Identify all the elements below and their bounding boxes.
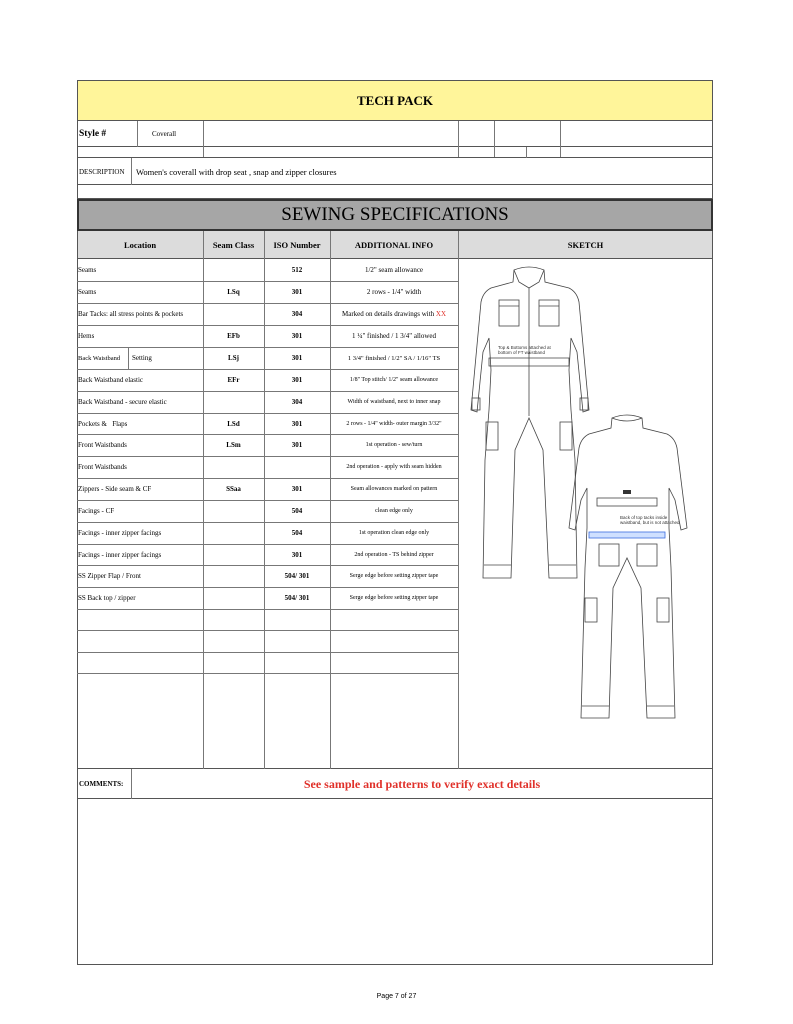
table-row-seam-class: LSm bbox=[226, 441, 241, 449]
table-row-seam-class: LSd bbox=[227, 419, 240, 428]
table-row-location: Front Waistbands bbox=[78, 441, 127, 449]
table-row-iso: 512 bbox=[291, 266, 303, 274]
table-row-info: 2 rows - 1/4" width- outer margin 3/32" bbox=[346, 420, 442, 427]
section-header bbox=[77, 199, 713, 231]
table-row-iso: 504 bbox=[291, 507, 303, 515]
table-row-location: Seams bbox=[78, 288, 97, 296]
table-row-location: Hems bbox=[78, 332, 95, 340]
col-sketch: SKETCH bbox=[567, 240, 604, 250]
col-location: Location bbox=[123, 240, 157, 250]
table-row-iso: 301 bbox=[291, 288, 303, 296]
table-row-location: SS Zipper Flap / Front bbox=[78, 572, 142, 580]
table-row-seam-class: EFr bbox=[227, 376, 240, 384]
table-row-seam-class bbox=[203, 544, 264, 565]
table-row-iso: 504/ 301 bbox=[284, 594, 310, 602]
back-sketch-note bbox=[620, 515, 680, 525]
table-row-location: Facings - inner zipper facings bbox=[78, 529, 162, 537]
table-row-info: 2nd operation - TS behind zipper bbox=[354, 551, 434, 558]
description-value: Women's coverall with drop seat , snap and zipper closures bbox=[136, 166, 337, 177]
table-row-iso: 301 bbox=[291, 550, 303, 559]
table-row-info: 1/2" seam allowance bbox=[364, 266, 424, 274]
table-row-iso: 301 bbox=[291, 332, 303, 340]
table-row-location-2: Setting bbox=[132, 354, 152, 362]
table-row-seam-class: SSaa bbox=[226, 485, 241, 493]
section-title: SEWING SPECIFICATIONS bbox=[281, 204, 509, 225]
table-row-info: 1/8" Top stitch/ 1/2" seam allowance bbox=[349, 377, 439, 383]
spacer-row bbox=[77, 185, 713, 199]
style-label: Style # bbox=[79, 129, 107, 139]
table-row-location: Bar Tacks: all stress points & pockets bbox=[78, 310, 184, 318]
table-row-iso: 304 bbox=[291, 310, 303, 318]
table-row-seam-class bbox=[203, 587, 264, 609]
front-sketch-note-text: Top & Bottoms attached at bottom of FT waistband bbox=[498, 345, 551, 355]
table-row-info: 2 rows - 1/4" width bbox=[366, 288, 422, 296]
table-row-location: Seams bbox=[78, 266, 97, 274]
table-row-iso: 301 bbox=[291, 485, 303, 493]
table-row-location: Facings - inner zipper facings bbox=[78, 550, 162, 559]
comments-label: COMMENTS: bbox=[79, 780, 124, 788]
bartack-mark: XX bbox=[435, 310, 447, 318]
table-row-seam-class: LSj bbox=[228, 354, 239, 362]
table-row-seam-class bbox=[203, 391, 264, 413]
back-view-sketch bbox=[569, 415, 687, 718]
table-row-location: Front Waistbands bbox=[78, 463, 127, 471]
style-value: Coverall bbox=[152, 130, 177, 138]
table-row-iso: 301 bbox=[291, 419, 303, 428]
col-iso-number: ISO Number bbox=[273, 240, 321, 250]
table-row-info: 2nd operation - apply with seam hidden bbox=[346, 464, 442, 470]
front-view-sketch bbox=[471, 267, 589, 578]
tech-pack-header bbox=[77, 80, 713, 121]
table-row-info bbox=[330, 303, 458, 325]
coverall-sketch bbox=[459, 260, 712, 768]
table-row-seam-class: LSq bbox=[227, 288, 240, 296]
table-row-iso: 504 bbox=[291, 529, 303, 537]
table-row-seam-class bbox=[203, 522, 264, 544]
table-row-info: Width of waistband, next to inner snap bbox=[347, 399, 441, 405]
table-row-seam-class bbox=[203, 456, 264, 478]
table-row-info: Seam allowances marked on pattern bbox=[350, 486, 438, 492]
table-row-iso: 301 bbox=[291, 441, 303, 449]
table-row-location: Back Waistband elastic bbox=[78, 376, 144, 384]
table-row-info: 1st operation clean edge only bbox=[358, 530, 430, 536]
table-row-iso: 301 bbox=[291, 354, 303, 362]
comments-area bbox=[77, 799, 713, 965]
table-row-location: Facings - CF bbox=[78, 507, 115, 515]
table-row-location: SS Back top / zipper bbox=[78, 594, 136, 602]
table-row-location: Back Waistband bbox=[78, 354, 121, 362]
tech-pack-title: TECH PACK bbox=[357, 92, 433, 108]
table-row-info: 1 3/4" finished / 1/2" SA / 1/16" TS bbox=[347, 354, 441, 362]
table-row-seam-class bbox=[203, 259, 264, 281]
table-row-seam-class bbox=[203, 303, 264, 325]
front-sketch-note bbox=[498, 345, 558, 355]
info-text: Marked on details drawings with bbox=[341, 310, 435, 318]
col-additional-info: ADDITIONAL INFO bbox=[354, 240, 434, 250]
comments-note: See sample and patterns to verify exact details bbox=[303, 776, 541, 791]
description-label: DESCRIPTION bbox=[79, 167, 125, 176]
back-sketch-note-text: Back of top tacks inside waistband, but is not attached bbox=[620, 515, 680, 525]
table-row-location: Zippers - Side seam & CF bbox=[78, 485, 152, 493]
table-row-seam-class: EFb bbox=[227, 332, 240, 340]
col-seam-class: Seam Class bbox=[212, 240, 255, 250]
table-row-iso: 301 bbox=[291, 376, 303, 384]
page-number: Page 7 of 27 bbox=[376, 992, 417, 1000]
blank-row bbox=[77, 147, 713, 158]
table-row-info: 1 ¼" finished / 1 3/4" allowed bbox=[351, 332, 437, 340]
table-row-location: Pockets & Flaps bbox=[78, 419, 128, 428]
table-row-iso bbox=[264, 456, 330, 478]
table-row-info: 1st operation - sew/turn bbox=[365, 442, 423, 448]
table-row-info: clean edge only bbox=[375, 508, 413, 514]
table-row-iso: 504/ 301 bbox=[284, 572, 310, 580]
table-row-location: Back Waistband - secure elastic bbox=[78, 398, 167, 406]
table-row-iso: 304 bbox=[291, 398, 303, 406]
table-row-seam-class bbox=[203, 565, 264, 587]
table-row-info: Serge edge before setting zipper tape bbox=[349, 595, 439, 601]
table-row-seam-class bbox=[203, 500, 264, 522]
table-row-info: Serge edge before setting zipper tape bbox=[349, 573, 439, 579]
